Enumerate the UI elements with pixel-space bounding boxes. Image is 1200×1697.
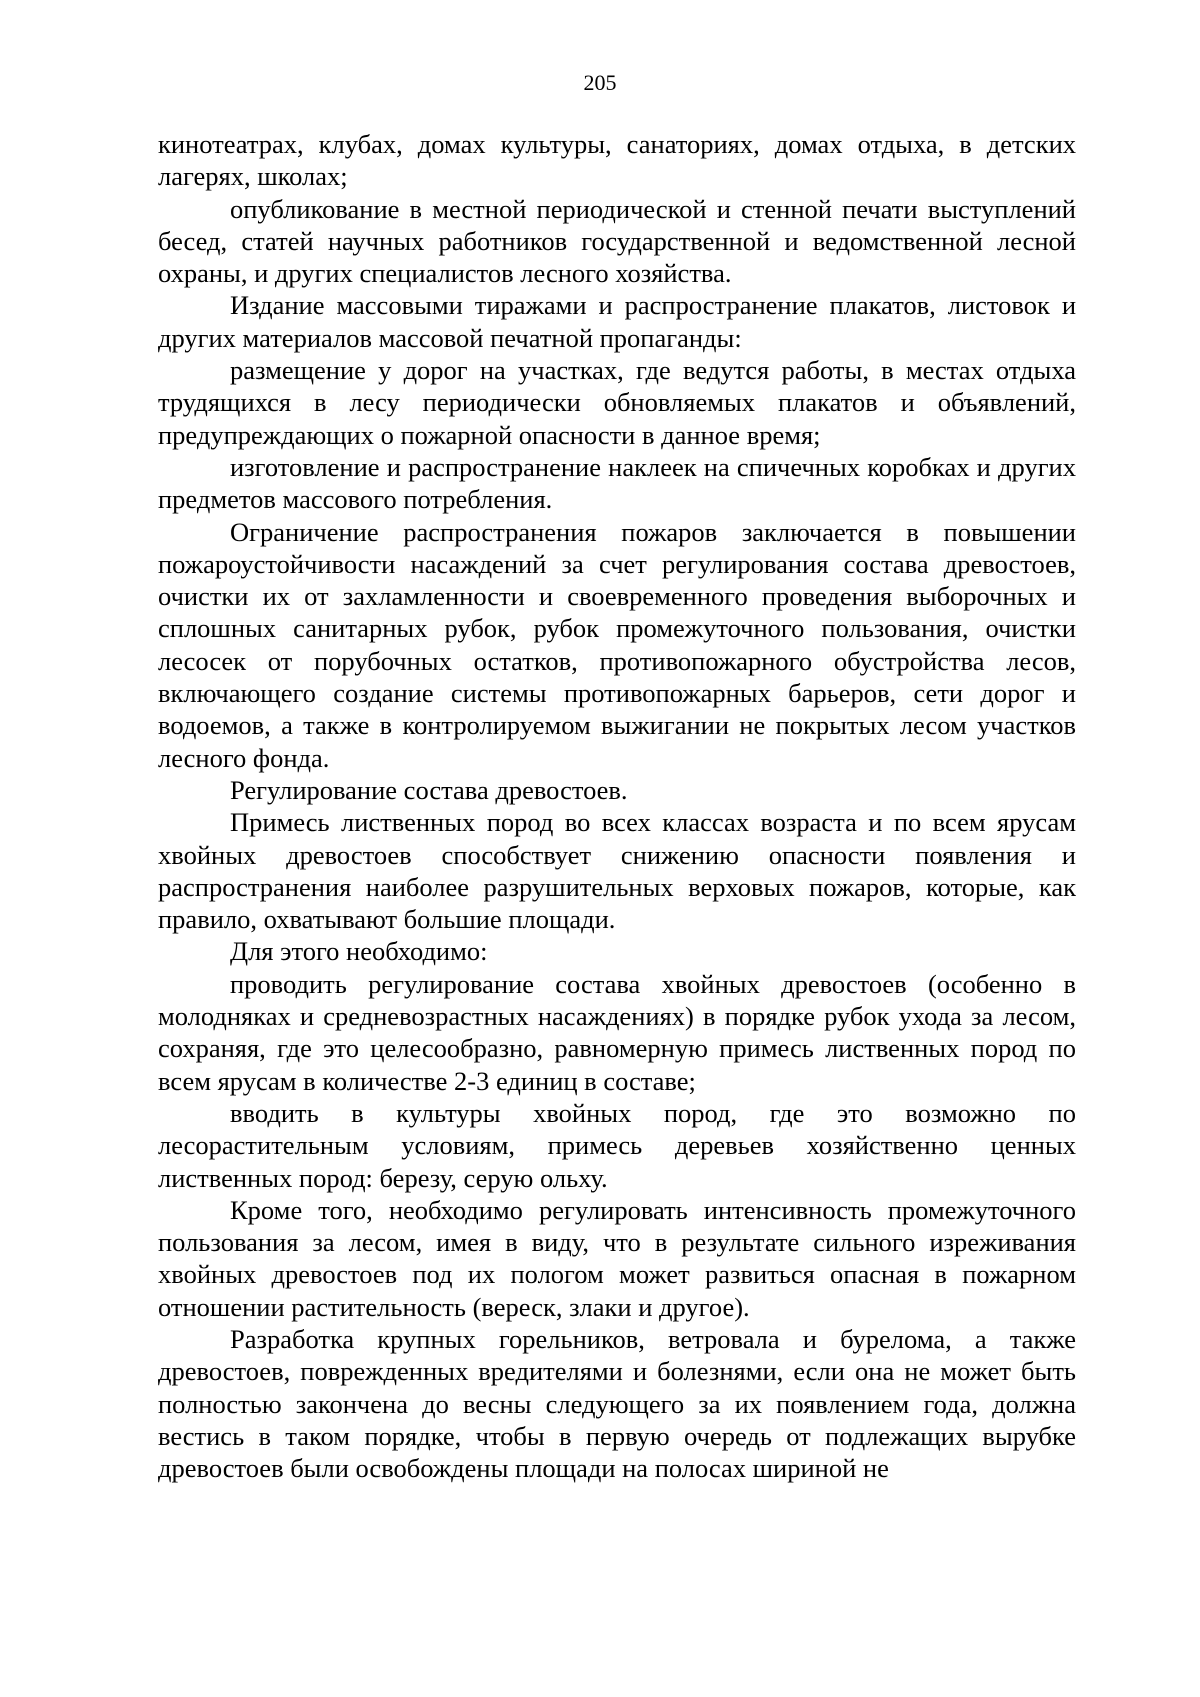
paragraph: Для этого необходимо: xyxy=(230,936,488,967)
paragraph: размещение у дорог на участках, где ведутся работы, в местах отдыха трудящихся в лесу периодически обновляемых плакатов и объявлений, предупреждающих о пожарной опасности в данное время; xyxy=(158,355,1076,450)
document-body xyxy=(158,128,1076,1484)
paragraph: Издание массовыми тиражами и распространение плакатов, листовок и других материалов массовой печатной пропаганды: xyxy=(158,290,1076,353)
paragraph: Ограничение распространения пожаров заключается в повышении пожароустойчивости насаждений за счет регулирования состава древостоев, очистки их от захламленности и своевременного проведения выборочных и сплошных санитарных рубок, рубок промежуточного пользования, очистки лесосек от порубочных остатков, противопожарного обустройства лесов, включающего создание системы противопожарных барьеров, сети дорог и водоемов, а также в контролируемом выжигании не покрытых лесом участков лесного фонда. xyxy=(158,516,1076,773)
paragraph: вводить в культуры хвойных пород, где это возможно по лесорастительным условиям, примесь деревьев хозяйственно ценных лиственных пород: березу, серую ольху. xyxy=(158,1097,1076,1193)
paragraph: проводить регулирование состава хвойных древостоев (особенно в молодняках и средневозрастных насаждениях) в порядке рубок ухода за лесом, сохраняя, где это целесообразно, равномерную примесь лиственных пород по всем ярусам в количестве 2-3 единиц в составе; xyxy=(158,968,1076,1096)
paragraph: Разработка крупных горельников, ветровала и бурелома, а также древостоев, поврежденных вредителями и болезнями, если она не может быть полностью закончена до весны следующего за их появлением года, должна вестись в таком порядке, чтобы в первую очередь от подлежащих вырубке древостоев были освобождены площади на полосах шириной не xyxy=(158,1323,1076,1484)
paragraph: кинотеатрах, клубах, домах культуры, санаториях, домах отдыха, в детских лагерях, школах; xyxy=(158,129,1076,192)
paragraph: Регулирование состава древостоев. xyxy=(230,774,628,805)
paragraph: опубликование в местной периодической и стенной печати выступлений бесед, статей научных работников государственной и ведомственной лесной охраны, и других специалистов лесного хозяйства. xyxy=(158,193,1076,289)
paragraph: Кроме того, необходимо регулировать интенсивность промежуточного пользования за лесом, имея в виду, что в результате сильного изреживания хвойных древостоев под их пологом может развиться опасная в пожарном отношении растительность (вереск, злаки и другое). xyxy=(158,1194,1076,1322)
paragraph: изготовление и распространение наклеек на спичечных коробках и других предметов массового потребления. xyxy=(158,451,1076,515)
paragraph: Примесь лиственных пород во всех классах возраста и по всем ярусам хвойных древостоев способствует снижению опасности появления и распространения наиболее разрушительных верховых пожаров, которые, как правило, охватывают большие площади. xyxy=(158,807,1076,935)
page-number: 205 xyxy=(583,70,617,95)
